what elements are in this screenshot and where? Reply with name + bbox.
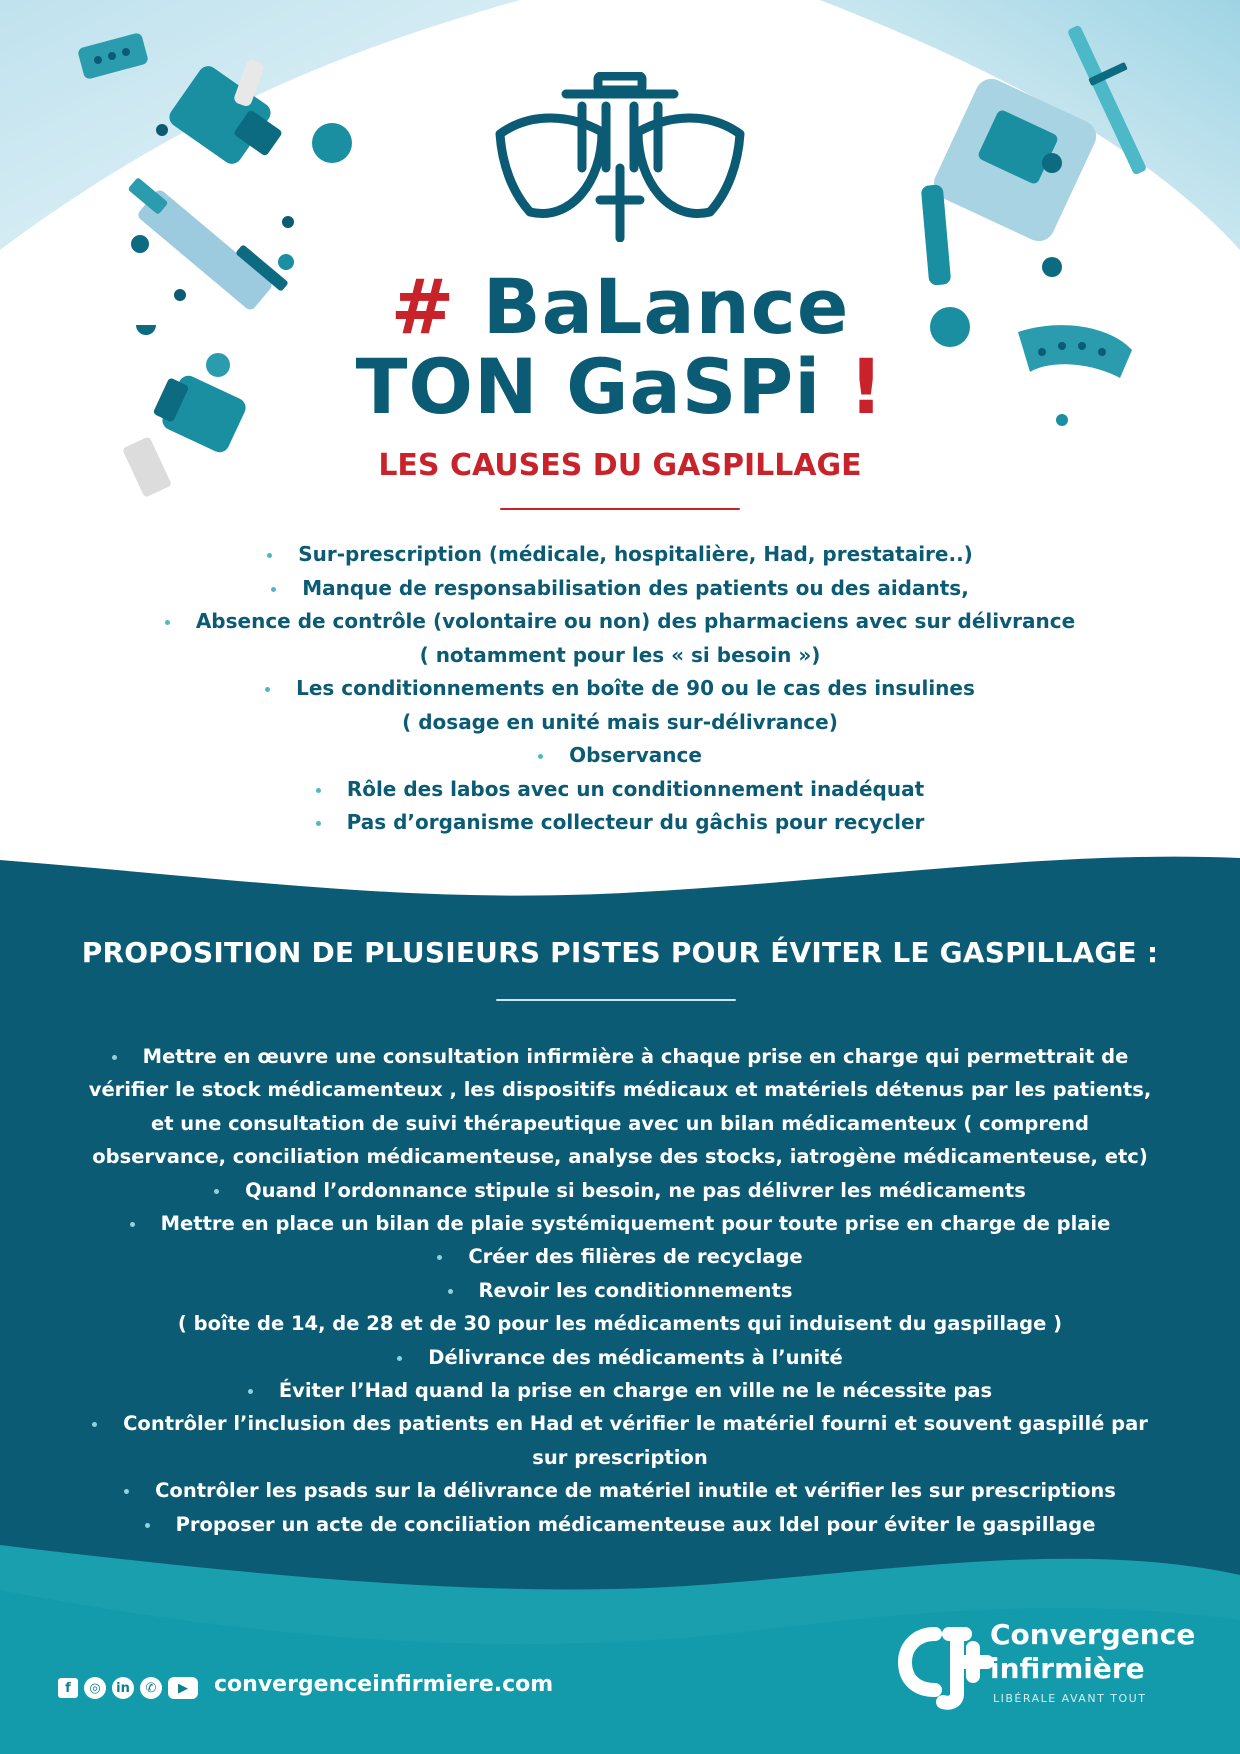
- bullet-icon: [448, 1289, 453, 1294]
- youtube-icon[interactable]: ▶: [168, 1677, 198, 1699]
- website-link[interactable]: convergenceinfirmiere.com: [214, 1672, 554, 1697]
- bullet-icon: [248, 1389, 253, 1394]
- linkedin-icon[interactable]: in: [112, 1677, 134, 1699]
- hashtag-word-ton-gaspi: TON GaSPi: [355, 342, 822, 431]
- list-item: Mettre en œuvre une consultation infirmière à chaque prise en charge qui permettrait de: [60, 1040, 1180, 1073]
- list-item: Pas d’organisme collecteur du gâchis pour recycler: [0, 806, 1240, 840]
- list-item-continuation: et une consultation de suivi thérapeutique avec un bilan médicamenteux ( comprend: [150, 1111, 1090, 1135]
- list-item-continuation: ( notamment pour les « si besoin »): [419, 642, 821, 667]
- list-item: Rôle des labos avec un conditionnement inadéquat: [0, 773, 1240, 807]
- proposals-title: PROPOSITION DE PLUSIEURS PISTES POUR ÉVITER LE GASPILLAGE :: [81, 936, 1159, 969]
- list-item-continuation: ( dosage en unité mais sur-délivrance): [402, 709, 838, 734]
- hashtag-symbol: #: [390, 262, 456, 351]
- list-item: Contrôler les psads sur la délivrance de matériel inutile et vérifier les sur prescriptions: [60, 1474, 1180, 1507]
- bullet-icon: [397, 1356, 402, 1361]
- causes-title: LES CAUSES DU GASPILLAGE: [378, 448, 862, 483]
- brand-name-line-2: infirmière: [990, 1652, 1145, 1685]
- list-item: Observance: [0, 739, 1240, 773]
- bullet-icon: [437, 1255, 442, 1260]
- list-item: Éviter l’Had quand la prise en charge en ville ne le nécessite pas: [60, 1374, 1180, 1407]
- bullet-icon: [267, 553, 272, 558]
- bullet-icon: [130, 1222, 135, 1227]
- bullet-icon: [214, 1189, 219, 1194]
- list-item: Sur-prescription (médicale, hospitalière, Had, prestataire..): [0, 538, 1240, 572]
- list-item: Manque de responsabilisation des patients ou des aidants,: [0, 572, 1240, 606]
- list-item: Les conditionnements en boîte de 90 ou le cas des insulines: [0, 672, 1240, 706]
- bullet-icon: [538, 754, 543, 759]
- list-item: Quand l’ordonnance stipule si besoin, ne pas délivrer les médicaments: [60, 1174, 1180, 1207]
- whatsapp-icon[interactable]: ✆: [140, 1677, 162, 1699]
- causes-list: [0, 538, 1240, 840]
- bullet-icon: [145, 1523, 150, 1528]
- title-divider-white: [496, 999, 736, 1001]
- bullet-icon: [271, 587, 276, 592]
- list-item: Mettre en place un bilan de plaie systémiquement pour toute prise en charge de plaie: [60, 1207, 1180, 1240]
- list-item-continuation: sur prescription: [532, 1445, 708, 1469]
- brand-name-line-1: Convergence: [990, 1618, 1196, 1651]
- brand-tagline: LIBÉRALE AVANT TOUT: [993, 1692, 1147, 1705]
- bullet-icon: [92, 1422, 97, 1427]
- list-item-continuation: observance, conciliation médicamenteuse, analyse des stocks, iatrogène médicamenteuse, etc): [92, 1145, 1148, 1169]
- title-divider-red: [500, 508, 740, 510]
- list-item-continuation: ( boîte de 14, de 28 et de 30 pour les médicaments qui induisent du gaspillage ): [177, 1312, 1063, 1336]
- proposals-list: [60, 1040, 1180, 1541]
- hashtag-line-2: [0, 344, 1240, 430]
- pill-icon: [312, 123, 352, 163]
- balance-ton-gaspi-logo: [490, 72, 750, 242]
- social-icons: [58, 1676, 198, 1700]
- bullet-icon: [265, 687, 270, 692]
- list-item-continuation: vérifier le stock médicamenteux , les dispositifs médicaux et matériels détenus par les patients,: [88, 1078, 1152, 1102]
- bullet-icon: [124, 1489, 129, 1494]
- list-item: Proposer un acte de conciliation médicamenteuse aux Idel pour éviter le gaspillage: [60, 1508, 1180, 1541]
- list-item: Délivrance des médicaments à l’unité: [60, 1341, 1180, 1374]
- hashtag-line-1: [0, 264, 1240, 350]
- list-item: Revoir les conditionnements: [60, 1274, 1180, 1307]
- facebook-icon[interactable]: f: [58, 1678, 78, 1698]
- bullet-icon: [112, 1055, 117, 1060]
- list-item: Contrôler l’inclusion des patients en Had et vérifier le matériel fourni et souvent gaspillé par: [60, 1407, 1180, 1440]
- list-item: Absence de contrôle (volontaire ou non) des pharmaciens avec sur délivrance: [0, 605, 1240, 639]
- bullet-icon: [316, 788, 321, 793]
- list-item: Créer des filières de recyclage: [60, 1240, 1180, 1273]
- hashtag-word-balance: BaLance: [482, 262, 850, 351]
- bullet-icon: [165, 620, 170, 625]
- hashtag-exclamation: !: [848, 342, 885, 431]
- instagram-icon[interactable]: ◎: [84, 1677, 106, 1699]
- bullet-icon: [316, 821, 321, 826]
